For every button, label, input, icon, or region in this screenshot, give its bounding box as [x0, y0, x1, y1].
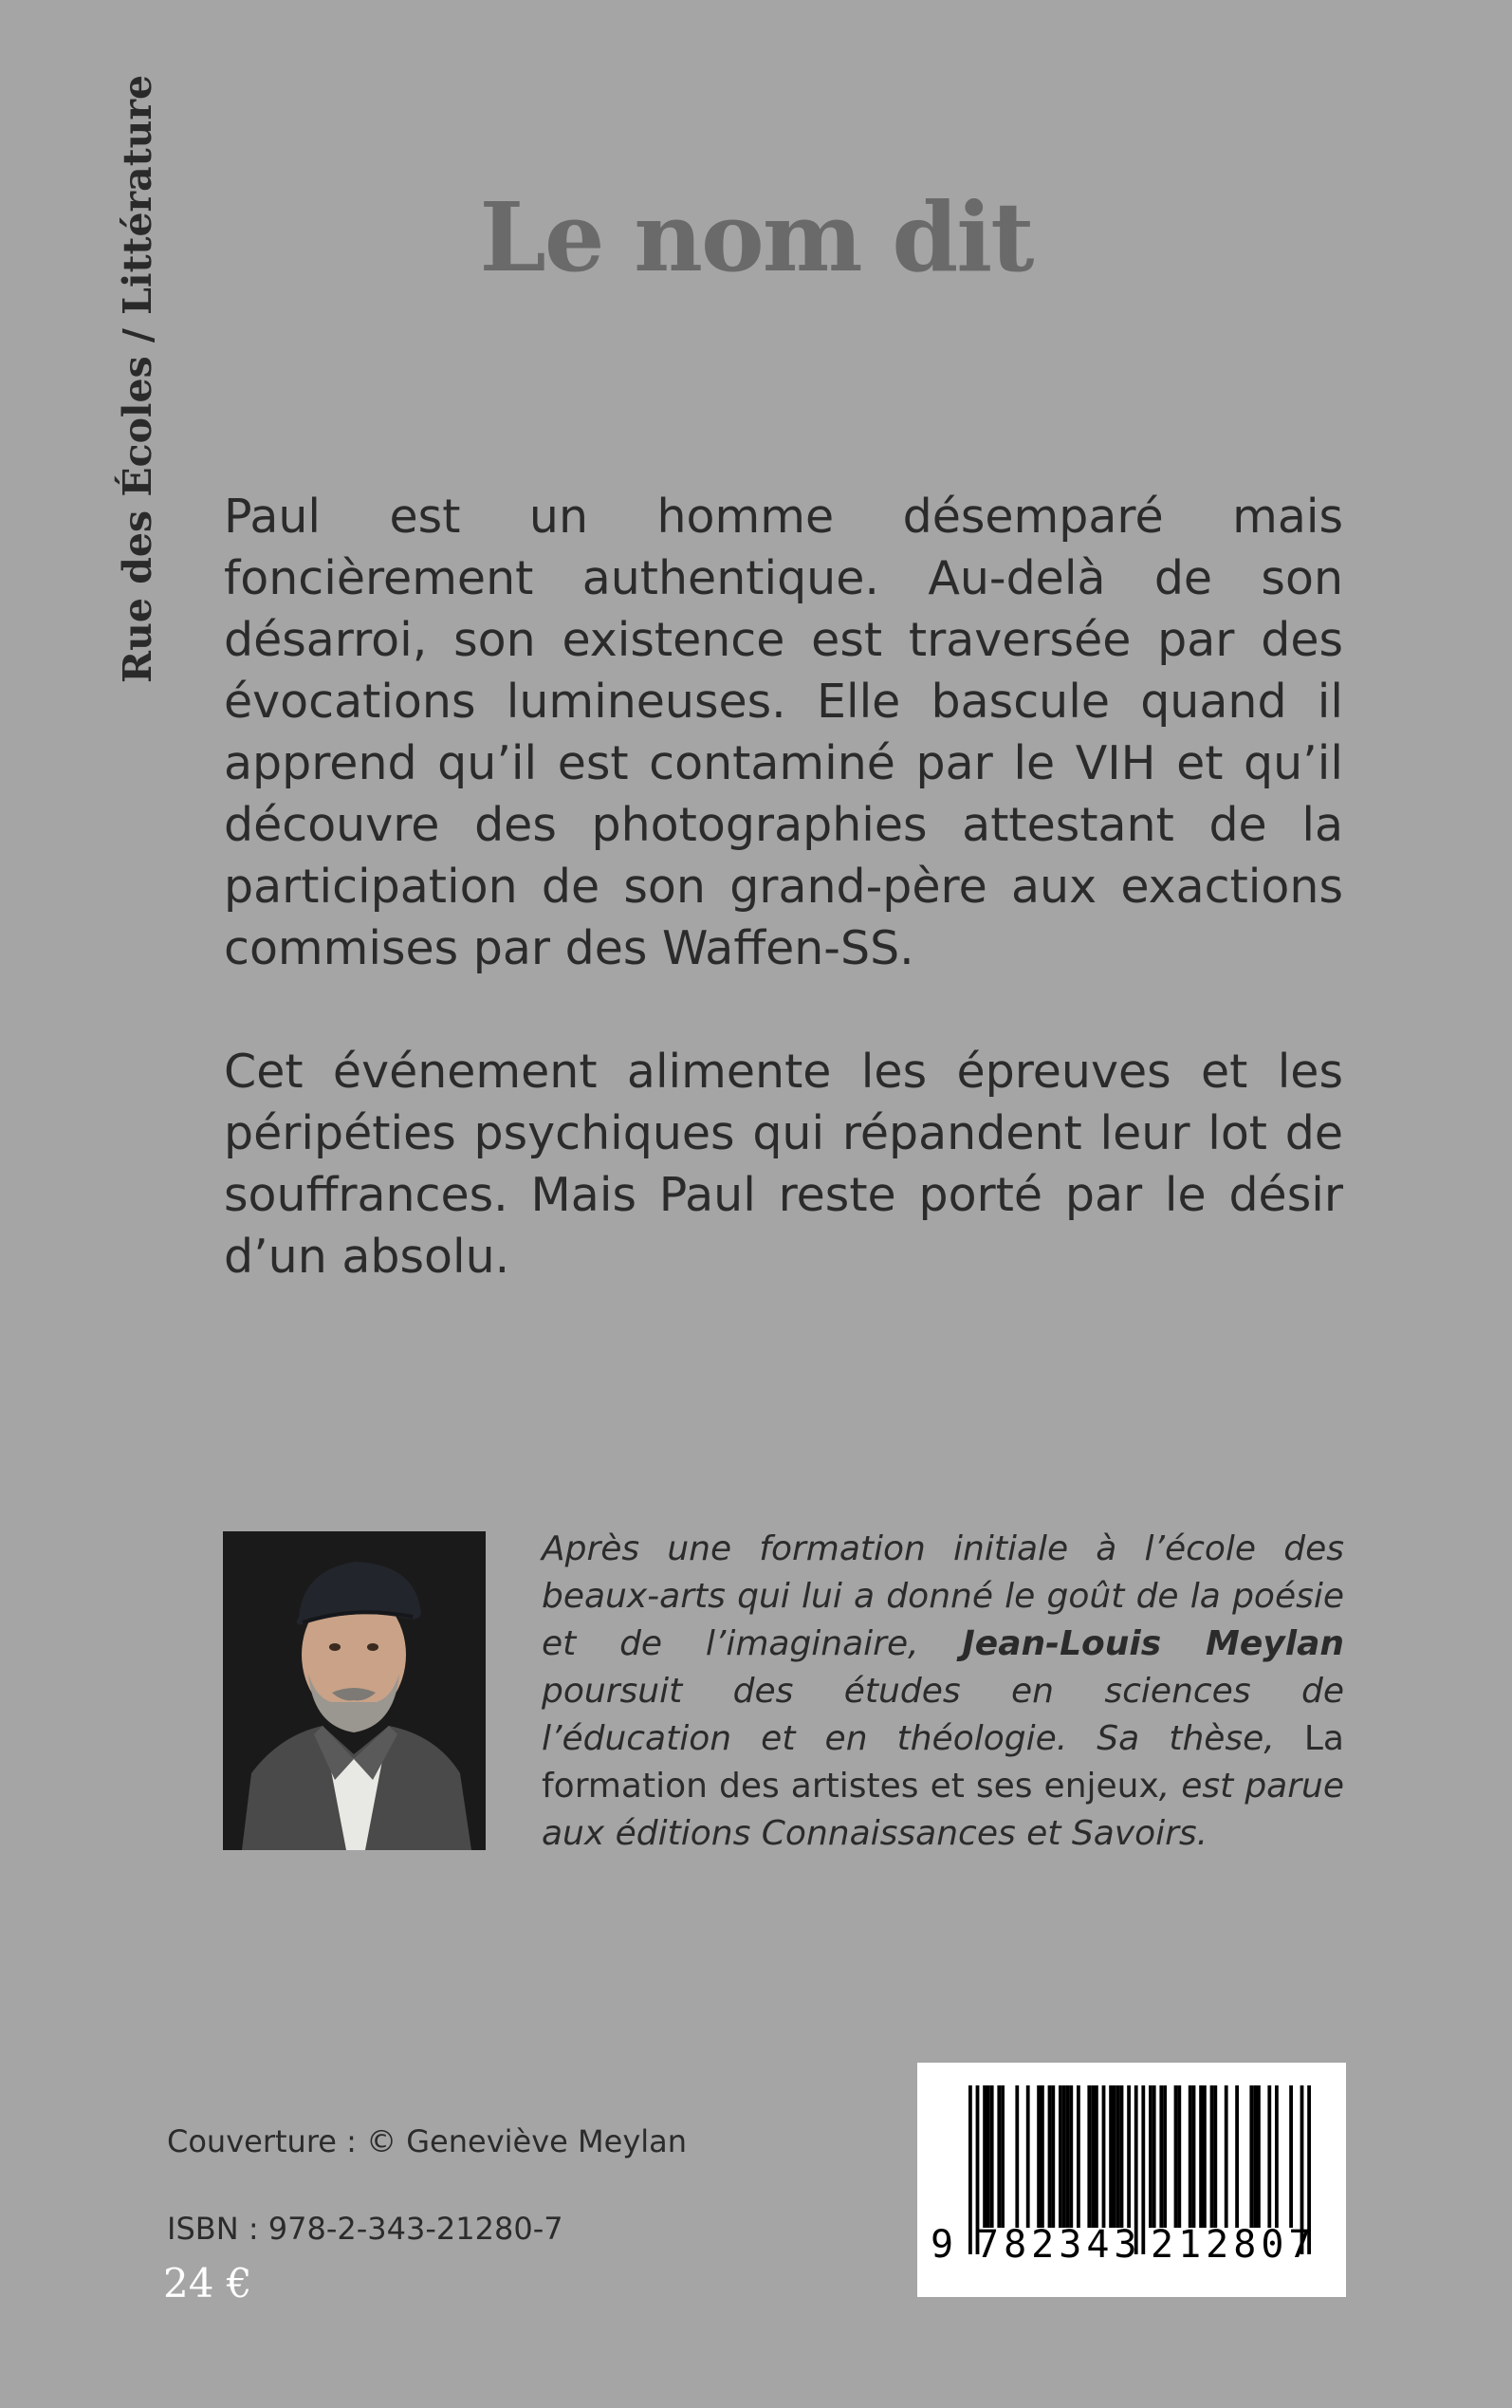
cover-credit: Couverture : © Geneviève Meylan	[167, 2123, 688, 2159]
isbn-label: ISBN : 978-2-343-21280-7	[167, 2211, 563, 2247]
barcode-bar	[1199, 2085, 1203, 2228]
barcode-bar	[1041, 2085, 1044, 2228]
barcode-bar	[1141, 2085, 1145, 2254]
barcode-bar	[997, 2085, 1001, 2228]
barcode-bar	[1275, 2085, 1279, 2228]
barcode-bar	[1192, 2085, 1196, 2228]
bio-text: poursuit des études en sciences de l’éducation et en théologie. Sa thèse,	[542, 1672, 1344, 1758]
barcode-left-digits: 782343	[976, 2223, 1142, 2267]
barcode-bar	[1095, 2085, 1098, 2228]
bio-text: , est parue aux éditions Connaissances et Savoirs.	[542, 1767, 1345, 1853]
barcode-lead-digit: 9	[931, 2223, 954, 2267]
barcode-bar	[1066, 2085, 1070, 2228]
barcode-bar	[1225, 2085, 1228, 2228]
spine-collection-label: Rue des Écoles / Littérature	[115, 74, 160, 683]
barcode-bar	[1037, 2085, 1041, 2228]
barcode-bar	[1127, 2085, 1131, 2228]
barcode-bar	[1116, 2085, 1120, 2228]
barcode-bar	[1091, 2085, 1095, 2228]
thesis-title: La formation des artistes et ses enjeux	[542, 1719, 1344, 1806]
barcode-bar	[1026, 2085, 1030, 2228]
barcode-bar	[1077, 2085, 1080, 2228]
author-photo	[223, 1531, 486, 1850]
bio-text: Après une formation initiale à l’école des beaux-arts qui lui a donné le goût de la poésie et de l’imaginaire,	[542, 1529, 1344, 1663]
price-label: 24 €	[163, 2260, 252, 2306]
barcode-bar	[1120, 2085, 1124, 2228]
barcode-bar	[986, 2085, 990, 2228]
blurb-paragraph	[224, 486, 1343, 979]
author-bio	[542, 1526, 1344, 1858]
barcode-bar	[1253, 2085, 1257, 2228]
barcode-bar	[1149, 2085, 1152, 2228]
barcode-bar	[1062, 2085, 1066, 2228]
barcode-bar	[1113, 2085, 1116, 2228]
barcode-bar	[1051, 2085, 1055, 2228]
barcode-bar	[1203, 2085, 1207, 2228]
barcode-bar	[1048, 2085, 1052, 2228]
barcode-bar	[1159, 2085, 1163, 2228]
barcode-bar	[1257, 2085, 1261, 2228]
barcode-bar	[1001, 2085, 1005, 2228]
barcode-bar	[1174, 2085, 1178, 2228]
blurb-text: Paul est un homme désemparé mais foncièrement authentique. Au-delà de son désarroi, son existence est traversée par des évocations lumineuses. Elle bascule quand il apprend qu’il est contaminé par le VIH et qu’il découvre des photographies attestant de la participation de son grand-père aux exactions commises par des Waffen-SS.	[224, 490, 1343, 975]
barcode-bar	[1249, 2085, 1253, 2228]
barcode-bar	[1015, 2085, 1019, 2228]
barcode-bar	[1189, 2085, 1192, 2228]
author-portrait-image	[223, 1531, 486, 1850]
book-title: Le nom dit	[479, 181, 1033, 293]
author-name: Jean-Louis Meylan	[962, 1624, 1344, 1663]
barcode-bar	[1069, 2085, 1073, 2228]
barcode-bar	[1109, 2085, 1113, 2228]
barcode-bar	[1163, 2085, 1167, 2228]
barcode-bar	[1210, 2085, 1214, 2228]
barcode-bar	[1059, 2085, 1062, 2228]
barcode-bar	[1177, 2085, 1181, 2228]
blurb-paragraph	[224, 1041, 1343, 1287]
barcode-bar	[1152, 2085, 1156, 2228]
barcode-bar	[1235, 2085, 1239, 2228]
blurb-text: Cet événement alimente les épreuves et les péripéties psychiques qui répandent leur lot de souffrances. Mais Paul reste porté par le désir d’un absolu.	[224, 1045, 1343, 1284]
barcode	[917, 2063, 1346, 2297]
barcode-bar	[990, 2085, 994, 2228]
barcode-bar	[1267, 2085, 1271, 2228]
barcode-bar	[1102, 2085, 1106, 2228]
barcode-bar	[1289, 2085, 1293, 2228]
barcode-bar	[983, 2085, 986, 2228]
barcode-right-digits: 212807	[1151, 2223, 1317, 2267]
barcode-bar	[1213, 2085, 1217, 2228]
barcode-bar	[1087, 2085, 1091, 2228]
barcode-bar	[968, 2085, 972, 2254]
